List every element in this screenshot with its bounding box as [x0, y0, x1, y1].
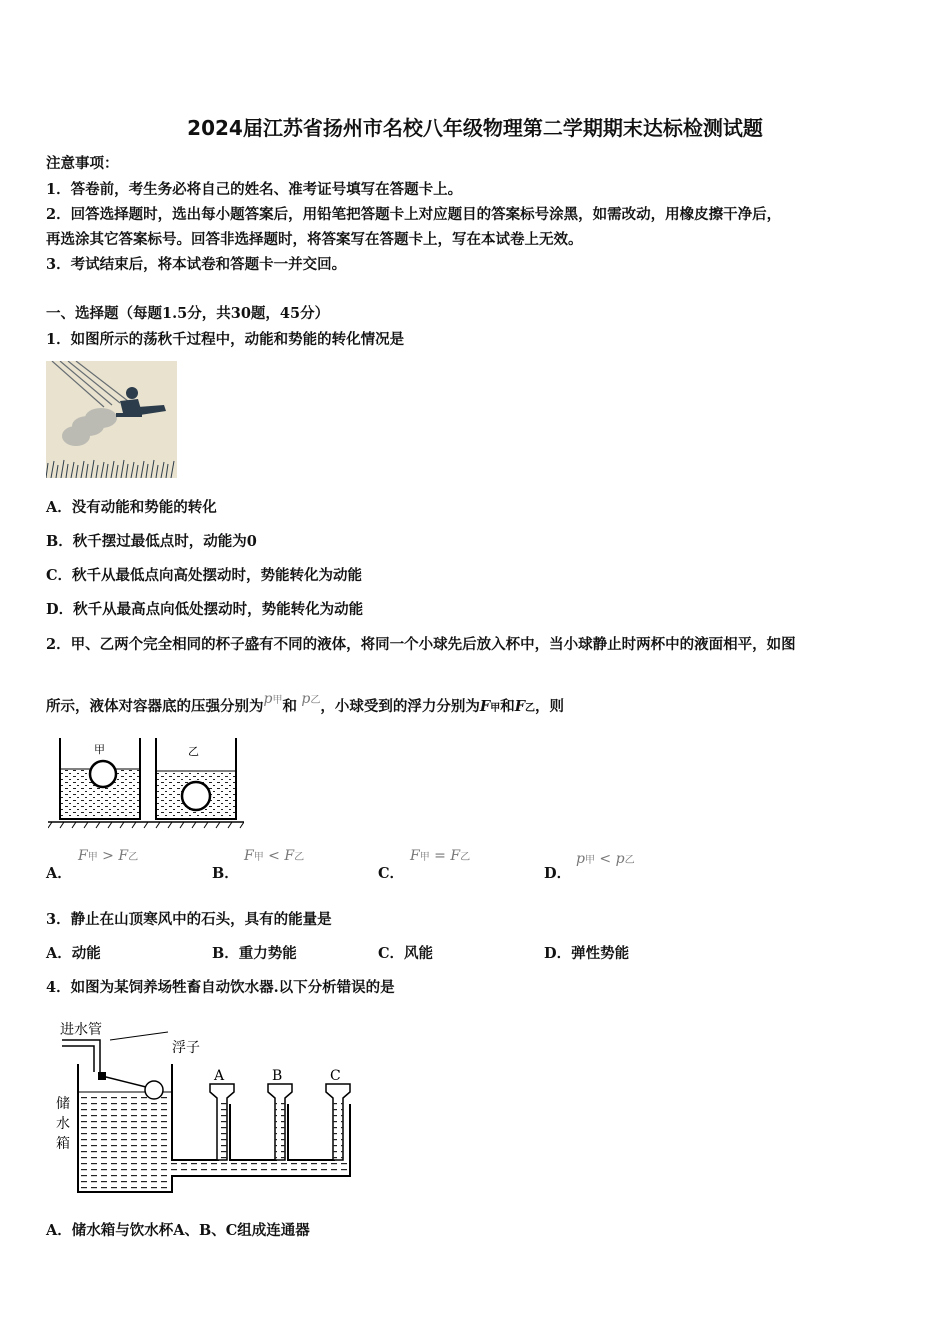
- q3-option-c: C．风能: [378, 945, 434, 962]
- label-cup-a: A: [214, 1068, 225, 1084]
- q2-stem-text: 和: [282, 698, 297, 715]
- q3-option-a: A．动能: [46, 945, 101, 962]
- notice-heading: 注意事项：: [46, 155, 119, 172]
- label-inlet: 进水管: [60, 1022, 102, 1038]
- q2-option-c-label: C．: [378, 865, 405, 882]
- q2-stem-line1: 2．甲、乙两个完全相同的杯子盛有不同的液体，将同一个小球先后放入杯中，当小球静止时两杯中的液面相平，如图: [46, 636, 796, 653]
- label-tank-1: 储: [56, 1096, 70, 1112]
- q1-option-c: C．秋千从最低点向高处摆动时，势能转化为动能: [46, 567, 363, 584]
- q2-option-a-label: A．: [46, 865, 72, 882]
- q2-stem-text: 和: [500, 698, 515, 715]
- q4-option-a: A．储水箱与饮水杯A、B、C组成连通器: [46, 1222, 310, 1239]
- q3-option-d: D．弹性势能: [544, 945, 630, 962]
- q1-option-d: D．秋千从最高点向低处摆动时，势能转化为动能: [46, 601, 364, 618]
- q3-option-b: B．重力势能: [212, 945, 297, 962]
- q2-p-jia: p甲: [263, 691, 283, 707]
- notice-item: 2．回答选择题时，选出每小题答案后，用铅笔把答题卡上对应题目的答案标号涂黑，如需改动，用橡皮擦干净后，: [46, 206, 782, 223]
- q2-stem-line2: [46, 691, 564, 716]
- label-tank-3: 箱: [56, 1136, 70, 1152]
- q2-f-jia: F甲: [479, 698, 501, 715]
- q1-option-a: A．没有动能和势能的转化: [46, 499, 217, 516]
- swing-figure: [46, 361, 177, 478]
- section-heading: 一、选择题（每题1.5分，共30题，45分）: [46, 305, 330, 322]
- q2-stem-text: ，小球受到的浮力分别为: [320, 698, 480, 715]
- page-title: 2024届江苏省扬州市名校八年级物理第二学期期末达标检测试题: [187, 116, 763, 140]
- notice-item: 1．答卷前，考生务必将自己的姓名、准考证号填写在答题卡上。: [46, 181, 463, 198]
- label-cup-c: C: [330, 1068, 341, 1084]
- q2-option-b-formula: F甲 < F乙: [244, 848, 305, 864]
- q2-option-c-formula: F甲 = F乙: [410, 848, 471, 864]
- q4-stem: 4．如图为某饲养场牲畜自动饮水器.以下分析错误的是: [46, 979, 395, 996]
- notice-item: 3．考试结束后，将本试卷和答题卡一并交回。: [46, 256, 347, 273]
- q2-option-b-label: B．: [212, 865, 239, 882]
- q1-option-b: B．秋千摆过最低点时，动能为0: [46, 533, 257, 550]
- q1-stem: 1．如图所示的荡秋千过程中，动能和势能的转化情况是: [46, 331, 405, 348]
- label-tank-2: 水: [56, 1116, 70, 1132]
- two-cups-figure: [48, 738, 244, 830]
- cup-label-yi: 乙: [188, 745, 199, 758]
- q3-stem: 3．静止在山顶寒风中的石头，具有的能量是: [46, 911, 332, 928]
- q2-p-yi: p乙: [301, 691, 321, 707]
- q2-option-d-formula: p甲 < p乙: [576, 851, 635, 867]
- label-float: 浮子: [172, 1040, 200, 1056]
- q2-option-d-label: D．: [544, 865, 572, 882]
- water-dispenser-figure: [50, 1016, 362, 1198]
- q2-stem-text: ，则: [534, 698, 564, 715]
- q2-option-a-formula: F甲 > F乙: [78, 848, 139, 864]
- cup-label-jia: 甲: [94, 743, 105, 756]
- q2-f-yi: F乙: [514, 698, 535, 715]
- q2-stem-text: 所示，液体对容器底的压强分别为: [46, 698, 264, 715]
- label-cup-b: B: [272, 1068, 283, 1084]
- notice-item: 再选涂其它答案标号。回答非选择题时，将答案写在答题卡上，写在本试卷上无效。: [46, 231, 583, 248]
